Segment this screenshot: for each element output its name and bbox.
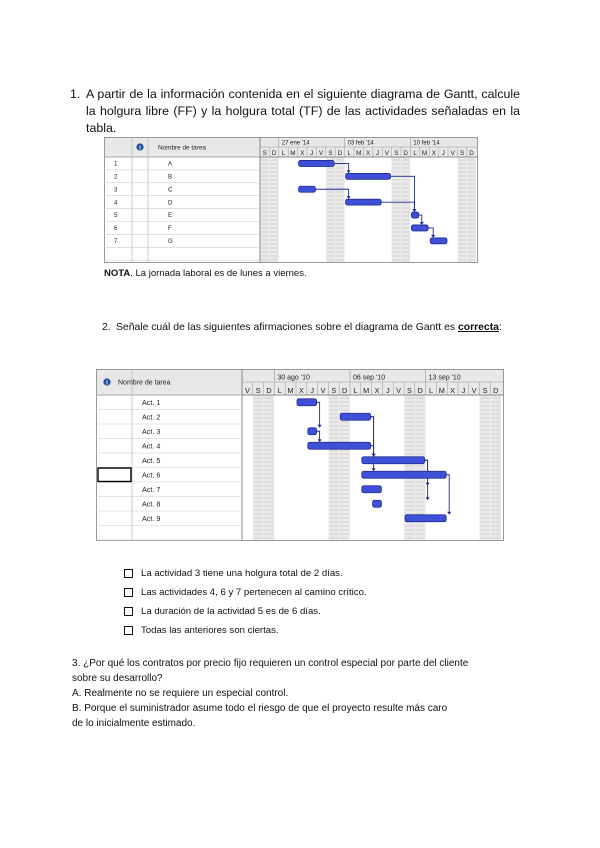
info-icon-glyph: i (106, 380, 108, 387)
weekend-column (260, 157, 269, 262)
row-id: 6 (114, 225, 118, 233)
day-label: M (287, 386, 294, 395)
day-label: V (471, 386, 477, 395)
gantt-bar (411, 212, 418, 218)
day-label: L (428, 386, 434, 395)
day-label: M (290, 150, 296, 157)
week-label: 13 sep '10 (428, 374, 461, 382)
week-label: 30 ago '10 (277, 374, 310, 382)
day-label: X (300, 150, 305, 157)
week-label: 27 ene '14 (281, 140, 310, 147)
day-label: S (331, 386, 337, 395)
question-2 (102, 320, 516, 335)
task-name: C (168, 186, 173, 194)
weekend-column (335, 157, 344, 262)
gantt-bar (362, 471, 446, 478)
option-4-text: Todas las anteriores son ciertas. (141, 625, 279, 636)
day-label: V (244, 386, 250, 395)
day-label: M (363, 386, 370, 395)
question-3-option-b-line-2: de lo inicialmente estimado. (72, 718, 196, 729)
task-name: F (168, 225, 172, 233)
day-label: L (413, 150, 417, 157)
day-label: S (482, 386, 488, 395)
day-label: J (310, 386, 315, 395)
day-label: D (417, 386, 423, 395)
day-label: X (431, 150, 437, 157)
day-label: M (356, 150, 362, 157)
question-3-line-2: sobre su desarrollo? (72, 673, 163, 684)
day-label: X (365, 150, 371, 157)
option-1[interactable] (124, 564, 367, 583)
task-name: Act. 1 (142, 397, 161, 407)
option-3-text: La duración de la actividad 5 es de 6 días. (141, 606, 321, 617)
day-label: X (374, 386, 380, 395)
checkbox-icon[interactable] (124, 569, 133, 578)
day-label: D (341, 386, 348, 395)
option-1-text: La actividad 3 tiene una holgura total de 2 días. (141, 568, 343, 579)
question-1-number: 1. (70, 87, 81, 101)
question-1 (70, 86, 520, 137)
day-label: D (271, 150, 277, 157)
option-2[interactable] (124, 583, 367, 602)
question-3-line-1: 3. ¿Por qué los contratos por precio fijo requieren un control especial por parte del cliente (72, 658, 469, 669)
question-3 (72, 656, 468, 731)
weekend-column (467, 157, 476, 262)
task-name: Act. 9 (142, 513, 161, 523)
question-2-colon: : (498, 322, 502, 333)
gantt-bar (346, 199, 382, 205)
day-label: S (255, 386, 261, 395)
checkbox-icon[interactable] (124, 607, 133, 616)
day-label: J (310, 150, 314, 157)
column-header-label: Nombre de tarea (158, 144, 206, 152)
gantt-bar (299, 186, 316, 192)
gantt-bar (373, 500, 382, 507)
day-label: J (461, 386, 466, 395)
day-label: X (298, 386, 304, 395)
answer-options (124, 564, 367, 640)
gantt-bar (362, 457, 425, 464)
day-label: L (277, 386, 282, 395)
task-name: Act. 8 (142, 499, 161, 509)
gantt-bar (340, 413, 370, 420)
task-name: E (168, 212, 173, 220)
day-label: V (320, 386, 326, 395)
checkbox-icon[interactable] (124, 588, 133, 597)
gantt-bar (346, 173, 391, 179)
option-2-text: Las actividades 4, 6 y 7 pertenecen al camino crítico. (141, 587, 367, 598)
nota-text: . La jornada laboral es de lunes a viernes. (130, 268, 307, 279)
gantt-bar (362, 486, 382, 493)
gantt-bar (405, 515, 446, 522)
day-label: S (406, 386, 412, 395)
task-name: Act. 2 (142, 412, 161, 422)
day-label: L (347, 150, 352, 157)
checkbox-icon[interactable] (124, 626, 133, 635)
day-label: M (438, 386, 445, 395)
day-label: S (328, 150, 333, 157)
task-name: Act. 6 (142, 470, 161, 480)
weekend-column (401, 157, 410, 262)
week-label: 06 sep '10 (353, 374, 386, 382)
row-id: 3 (114, 186, 118, 194)
day-label: D (403, 150, 408, 157)
day-label: V (450, 150, 455, 157)
gantt-bar (308, 428, 317, 435)
question-3-option-a: A. Realmente no se requiere un especial control. (72, 688, 289, 699)
day-label: M (421, 150, 428, 157)
gantt-bar (299, 160, 335, 166)
day-label: S (262, 150, 267, 157)
gantt-bar (297, 399, 317, 406)
day-label: V (318, 150, 324, 157)
row-id: 2 (114, 173, 118, 181)
nota-label: NOTA (104, 268, 131, 279)
task-name: Act. 3 (142, 426, 161, 436)
row-id: 5 (114, 212, 118, 220)
info-icon-glyph: i (139, 145, 141, 152)
day-label: D (469, 150, 474, 157)
question-3-option-b-line-1: B. Porque el suministrador asume todo el riesgo de que el proyecto resulte más caro (72, 703, 448, 714)
day-label: V (384, 150, 390, 157)
task-name: Act. 4 (142, 441, 161, 451)
day-label: L (353, 386, 358, 395)
column-header-label: Nombre de tarea (118, 379, 171, 387)
option-3[interactable] (124, 602, 367, 621)
gantt-chart-1 (104, 137, 478, 263)
gantt-bar (430, 238, 447, 244)
task-name: B (168, 173, 173, 181)
day-label: S (459, 150, 465, 157)
question-1-text: A partir de la información contenida en el siguiente diagrama de Gantt, calcule la holgura libre (FF) y la holgura total (TF) de las actividades señaladas en la tabla. (86, 87, 520, 135)
task-name: A (168, 160, 173, 168)
nota (104, 268, 307, 279)
day-label: J (441, 150, 445, 157)
weekend-column (269, 157, 278, 262)
question-2-number: 2. (102, 322, 111, 333)
day-label: D (493, 386, 499, 395)
weekend-column (457, 157, 466, 262)
week-label: 10 feb '14 (413, 140, 440, 147)
row-id: 4 (114, 199, 118, 207)
gantt-bar (411, 225, 428, 231)
row-id: 1 (114, 160, 118, 168)
task-name: G (168, 238, 173, 246)
weekend-column (392, 157, 401, 262)
row-id: 7 (114, 238, 118, 246)
day-label: S (394, 150, 399, 157)
day-label: J (385, 386, 390, 395)
day-label: D (266, 386, 272, 395)
weekend-column (326, 157, 335, 262)
day-label: D (337, 150, 343, 157)
option-4[interactable] (124, 621, 367, 640)
gantt-bar (308, 442, 371, 449)
gantt-chart-2 (96, 369, 504, 541)
day-label: J (375, 150, 380, 157)
question-2-emphasis: correcta (457, 322, 499, 333)
task-name: Act. 5 (142, 455, 161, 465)
day-label: V (396, 386, 402, 395)
task-name: D (168, 199, 173, 207)
question-2-text: Señale cuál de las siguientes afirmaciones sobre el diagrama de Gantt es (116, 322, 458, 333)
task-name: Act. 7 (142, 484, 161, 494)
day-label: L (281, 150, 286, 157)
week-label: 03 feb '14 (347, 140, 374, 147)
day-label: X (450, 386, 456, 395)
